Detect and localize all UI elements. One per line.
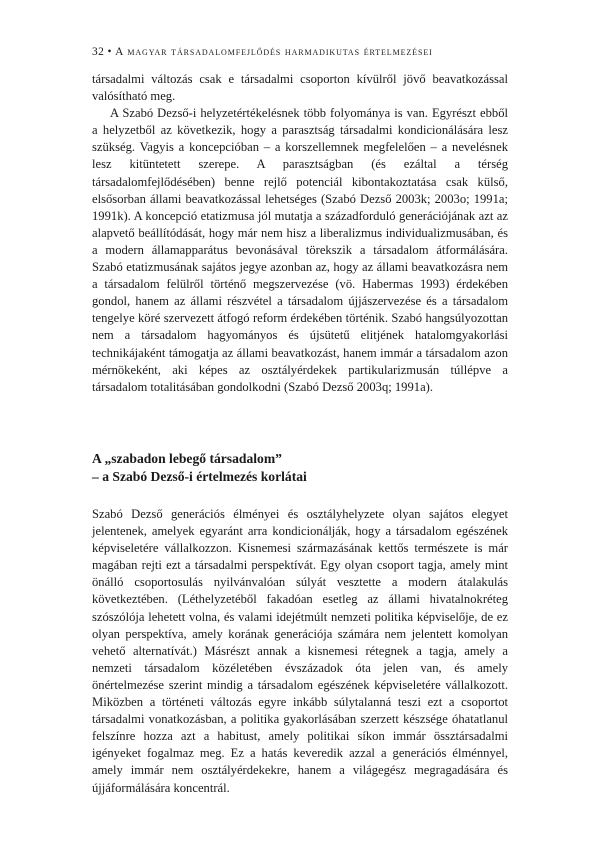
running-head-title: A magyar társadalomfejlődés harmadikutas értelmezései	[115, 46, 433, 58]
paragraph: társadalmi változás csak e társadalmi csoporton kívülről jövő beavatkozással valósítható meg.	[92, 72, 508, 104]
section-heading	[92, 450, 508, 485]
running-head	[92, 45, 522, 59]
paragraph: A Szabó Dezső-i helyzetértékelésnek több folyománya is van. Egyrészt ebből a helyzetből az következik, hogy a parasztság társadalmi kondicionálására lesz szükség. Vagyis a koncepcióban – a korszellemnek megfelelően – a nevelésnek lesz kitüntetett szerepe. A parasztságban (és ezáltal a térség társadalomfejlődésében) benne rejlő potenciál kibontakoztatása csak külső, elsősorban állami beavatkozással lehetséges (Szabó Dezső 2003k; 2003o; 1991a; 1991k). A koncepció etatizmusa jól mutatja a századforduló generációjának azt az alapvető beállítódását, hogy már nem hisz a liberalizmus individualizmusában, és a modern államapparátus bevonásával törekszik a társadalom átformálására. Szabó etatizmusának sajátos jegye azonban az, hogy az állami beavatkozásra nem a társadalom felülről történő megszervezése (vö. Habermas 1993) érdekében gondol, hanem az állami részvétel a társadalom újjászervezése és a társadalom tengelye köré szervezett átfogó reform érdekében történik. Szabó hangsúlyozottan nem a társadalom hagyományos és újsütetű elitjének hatalomgyakorlási technikájaként támogatja az állami beavatkozást, hanem immár a társadalom azon mérnökeként, aki képes az osztályérdekek partikularizmusán túllépve a társadalom totalitásában gondolkodni (Szabó Dezső 2003q; 1991a).	[92, 106, 508, 394]
section-heading-line-2: – a Szabó Dezső-i értelmezés korlátai	[92, 468, 307, 484]
paragraph: Szabó Dezső generációs élményei és osztályhelyzete olyan sajátos elegyet jelentenek, amelyek egyaránt arra kondicionálják, hogy a társadalom egészének képviseletére vállalkozzon. Kisnemesi származásának kettős természete is már magában rejti ezt a társadalmi perspektívát. Egy olyan csoport tagja, amely mint önálló csoportosulás nyilvánvalóan súlyát vesztette a modern átalakulás következtében. (Léthelyzetéből fakadóan esetleg az állami hivatalnokréteg szószólója lehetett volna, és valami idejétmúlt nemzeti politika képviselője, de ez olyan perspektíva, amely korának generációja számára nem jelentett komolyan vehető alternatívát.) Másrészt annak a kisnemesi rétegnek a tagja, amely a nemzeti társadalom közéletében évszázadok óta jelen van, és amely önértelmezése szerint mindig a társadalom egészének képviseletére vállalkozott. Miközben a történeti változás egyre inkább súlytalanná teszi ezt a csoportot társadalmi vonatkozásban, a politika gyakorlásában szerzett készsége óhatatlanul felszínre hozza azt a habitust, amely politikai síkon immár össztársadalmi igényeket fogalmaz meg. Ez a hatás keveredik azzal a generációs élménnyel, amely immár nem osztályérdekekre, hanem a világegész megragadására és újjáformálására koncentrál.	[92, 507, 508, 795]
page-number: 32	[92, 46, 105, 58]
running-head-separator: •	[107, 46, 112, 58]
section-heading-line-1: A „szabadon lebegő társadalom”	[92, 451, 282, 466]
text-block-before-heading	[92, 71, 508, 396]
text-block-after-heading	[92, 506, 508, 797]
